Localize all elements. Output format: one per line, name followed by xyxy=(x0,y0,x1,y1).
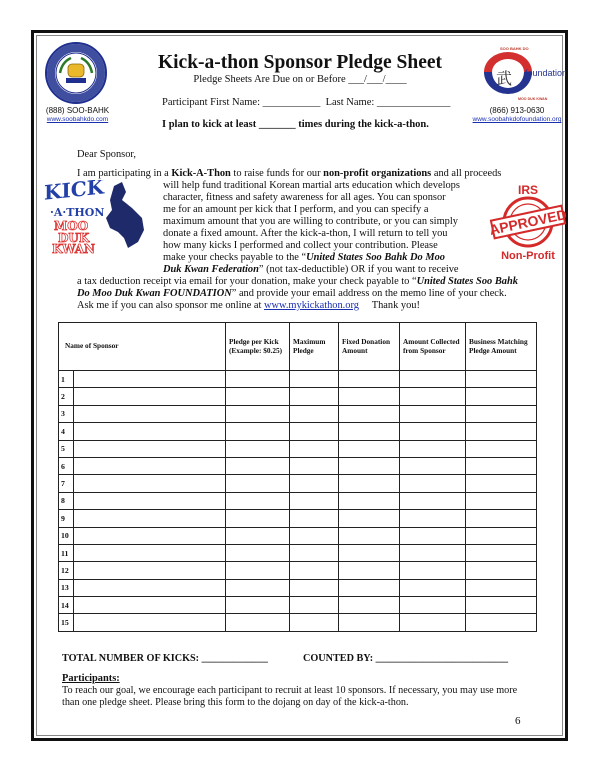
svg-text:foundation: foundation xyxy=(525,68,566,78)
svg-text:DUK: DUK xyxy=(58,231,90,245)
greeting: Dear Sponsor, xyxy=(77,149,137,160)
participant-name-fields[interactable]: Participant First Name: ___________ Last Name: ______________ xyxy=(162,97,451,108)
svg-text:APPROVED: APPROVED xyxy=(487,206,569,238)
kickathon-logo-icon xyxy=(42,180,146,254)
svg-text:SOO BAHK DO: SOO BAHK DO xyxy=(500,46,529,51)
table-row: 12 xyxy=(59,562,537,579)
svg-text:IRS: IRS xyxy=(517,183,539,197)
svg-text:Non-Profit: Non-Profit xyxy=(501,250,555,262)
table-row: 13 xyxy=(59,579,537,596)
irs-approved-badge-icon xyxy=(482,182,574,262)
page-title: Kick-a-thon Sponsor Pledge Sheet xyxy=(157,52,443,73)
table-row: 1 xyxy=(59,371,537,388)
sponsor-name-cell[interactable] xyxy=(74,371,226,388)
sponsor-name-cell[interactable] xyxy=(74,579,226,596)
table-row: 6 xyxy=(59,457,537,474)
svg-text:·A·THON: ·A·THON xyxy=(50,206,105,219)
counted-by-field[interactable]: COUNTED BY: __________________________ xyxy=(303,653,509,664)
total-kicks-field[interactable]: TOTAL NUMBER OF KICKS: _____________ xyxy=(62,653,268,664)
letter-line-12: Ask me if you can also sponsor me online at www.mykickathon.org Thank you! xyxy=(77,300,420,311)
col-maximum-pledge: Maximum Pledge xyxy=(290,323,339,371)
sponsor-name-cell[interactable] xyxy=(74,405,226,422)
table-row: 5 xyxy=(59,440,537,457)
table-row: 9 xyxy=(59,510,537,527)
sponsor-name-cell[interactable] xyxy=(74,492,226,509)
sponsor-name-cell[interactable] xyxy=(74,562,226,579)
svg-text:武: 武 xyxy=(496,69,513,88)
col-amount-collected: Amount Collected from Sponsor xyxy=(400,323,466,371)
sponsor-name-cell[interactable] xyxy=(74,475,226,492)
letter-indented-2: character, fitness and safety awareness for all ages. You can sponsor xyxy=(163,192,446,203)
sponsor-name-cell[interactable] xyxy=(74,614,226,631)
participants-instructions: To reach our goal, we encourage each participant to recruit at least 10 sponsors. If necessary, you may use more than one pledge sheet. Please bring this form to the dojang on day of the kick-a-thon. xyxy=(62,685,518,709)
svg-text:MOO: MOO xyxy=(54,219,89,233)
right-org-phone: (866) 913-0630 xyxy=(489,106,545,115)
col-pledge-per-kick: Pledge per Kick (Example: $0.25) xyxy=(226,323,290,371)
sponsor-name-cell[interactable] xyxy=(74,388,226,405)
planned-kicks-field[interactable]: I plan to kick at least _______ times during the kick-a-thon. xyxy=(162,119,429,130)
left-org-phone: (888) SOO-BAHK xyxy=(45,106,110,115)
col-business-matching: Business Matching Pledge Amount xyxy=(466,323,537,371)
letter-line-8: make your checks payable to the “United States Soo Bahk Do Moo xyxy=(163,252,445,263)
table-row: 11 xyxy=(59,544,537,561)
foundation-logo-icon xyxy=(470,42,566,104)
page-number: 6 xyxy=(515,715,521,727)
sponsor-name-cell[interactable] xyxy=(74,440,226,457)
kickathon-link[interactable]: www.mykickathon.org xyxy=(264,300,359,311)
table-row: 8 xyxy=(59,492,537,509)
table-row: 7 xyxy=(59,475,537,492)
table-row: 15 xyxy=(59,614,537,631)
right-org-link[interactable]: www.soobahkdofoundation.org xyxy=(472,116,562,123)
table-row: 4 xyxy=(59,423,537,440)
letter-indented-3: me for an amount per kick that I perform, and you can specify a xyxy=(163,204,429,215)
sponsor-name-cell[interactable] xyxy=(74,423,226,440)
table-row: 10 xyxy=(59,527,537,544)
sponsor-name-cell[interactable] xyxy=(74,510,226,527)
sponsor-name-cell[interactable] xyxy=(74,527,226,544)
table-row: 2 xyxy=(59,388,537,405)
letter-line-9: Duk Kwan Federation” (not tax-deductible) OR if you want to receive xyxy=(163,264,459,275)
letter-indented-6: how many kicks I performed and collect your contribution. Please xyxy=(163,240,438,251)
letter-indented-4: maximum amount that you are willing to contribute, or you can simply xyxy=(163,216,458,227)
soo-bahk-do-seal-icon xyxy=(45,42,107,104)
left-org-link[interactable]: www.soobahkdo.com xyxy=(46,116,109,123)
due-date-line[interactable]: Pledge Sheets Are Due on or Before ___/___/____ xyxy=(193,74,407,85)
svg-text:MOO DUK KWAN: MOO DUK KWAN xyxy=(518,97,548,101)
col-fixed-donation: Fixed Donation Amount xyxy=(339,323,400,371)
col-sponsor-name: Name of Sponsor xyxy=(59,323,226,371)
table-row: 3 xyxy=(59,405,537,422)
letter-indented-1: will help fund traditional Korean martial arts education which develops xyxy=(163,180,460,191)
table-header-row xyxy=(59,323,537,371)
sponsor-name-cell[interactable] xyxy=(74,544,226,561)
sponsor-name-cell[interactable] xyxy=(74,457,226,474)
letter-line-11: Do Moo Duk Kwan FOUNDATION” and provide your email address on the memo line of your check. xyxy=(77,288,507,299)
letter-indented-5: donate a fixed amount. After the kick-a-thon, I will return to tell you xyxy=(163,228,448,239)
letter-line-10: a tax deduction receipt via email for your donation, make your check payable to “United States Soo Bahk xyxy=(77,276,518,287)
svg-text:KICK: KICK xyxy=(44,180,105,205)
sponsor-table xyxy=(58,322,537,632)
sponsor-name-cell[interactable] xyxy=(74,597,226,614)
table-row: 14 xyxy=(59,597,537,614)
letter-line-1: I am participating in a Kick-A-Thon to raise funds for our non-profit organizations and all proceeds xyxy=(77,168,502,179)
svg-text:KWAN: KWAN xyxy=(52,242,95,254)
participants-heading: Participants: xyxy=(62,673,120,684)
